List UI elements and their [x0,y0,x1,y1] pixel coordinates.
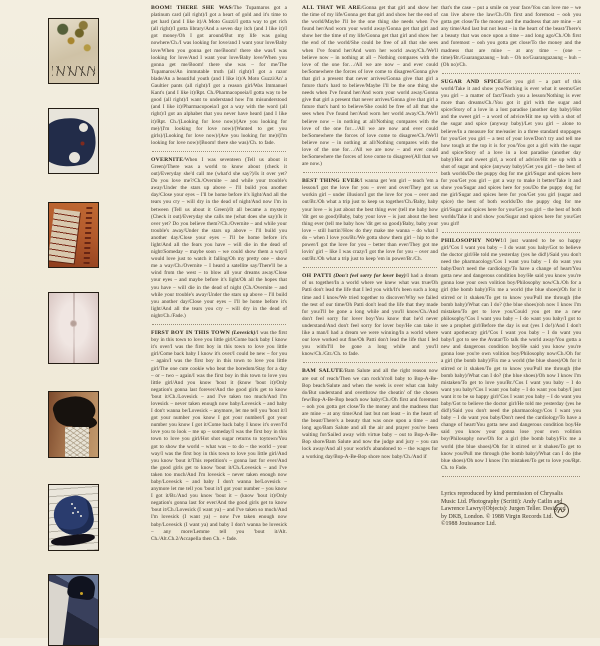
song-first-boy-in-this-town [151,330,287,543]
song-title: PHILOSOPHY NOW! [441,237,503,244]
photo-blue-boot-on-paper [48,484,99,551]
song-lyrics: /Get you girl – a part of this world/Take it and show you/Nothing is ever what it seems/Get you girl – a matter of fact/Teach you a lesson/Nothing is ever more than dreams/Ch./You got it girl with the sugar and spice/Story of a love in a lost paradise (another day baby)/Hot and the sweet girl – a word of advice/Hit me up with a shot of the sugar and spice (anyway baby)/Let you girl – alone to believe/In a measure for me/easier in a three standard stoppages for you/Get you girl – a test of your love/Don't try and tell me how tough at the top it is for you/You got a girl with the sugar and spice/Story of a love in a lost paradise (another day baby)/Hot and sweet girl, a word of advice/Hit me up with a shot of sugar and spice (anyway baby)/Get you girl – the best of both worlds/Do the puppy dog for me girl/Sugar and spices here for you/Get you girl – got a way to make it better/Take it and show you/Sugar and spices here for you/Do the puppy dog for me girl/Sugar and spices here for you/Get you girl (sugar and spice) the best of both worlds/Do the puppy dog for me girl/Sugar and spices here for you/Get you girl – the best of both worlds/Take it and show you/Sugar and spices here for you/Get you girl! [441,78,581,227]
song-title: OVERNITE [151,156,184,163]
section-divider [303,172,437,173]
song-best-thing-ever [302,178,438,263]
section-divider [442,232,580,233]
section-divider [152,324,286,325]
song-lyrics: /I was the first boy in this town to love you little girl/Come back baby I know it's over/I was the first boy in this town to love you little girl/Come back baby I know it's over/I could be new – for you – again/I was the first boy in this town to love you little girl/The one cute cookie who beat the boredom/Stay for a day – or – two – again/I was the first boy in this town to love you little girl/And you know 'bout it (know 'bout it)/Only negation's gonna last forever/And the good girls get to know 'bout it/Ch./Lovesick – and I've taken too much/And I'm lovesick – never taken enough now baby/Lovesick – and baby I don't wanna be/Lovesick – anymore, let me tell you 'bout it/I got your number you know I got your number/I got your number you know I got it/Come back baby I know it's over/I'd love you to look – me up – someday/I was the first boy in this town to love you girl/Hot shot sugar returns to toytown/You got to show the world – what was – to do – the world – your way/I was the first boy in this town to love you little girl/And you know 'bout it/This repetition's – gonna last for ever/And the good girls get to know 'bout it/Ch./Lovesick – and I've taken too much/And I'm lovesick – never taken enough now baby/Lovesick – and baby I don't wanna be/Lovesick – anymore let me tell you 'bout it/I got your number – you know I got it/Br./And you know 'bout it – (know 'bout it)/Only negation's gonna last for ever/And the good girls get to know 'bout it/Ch./Lovesick (I want ya) – and I've taken so much/And I'm lovesick (I want ya) – now I've taken enough now baby/Lovesick (I want ya) and baby I don't wanna be lovesick – any more/Lemme tell you 'bout it/Alt. Ch./Alt.Ch.2/Accapella then Ch. + fade. [151,330,287,542]
song-philosophy-now [441,238,581,472]
photo-laced-shoe [48,391,99,458]
photo-dark-collage-figure [48,574,99,646]
section-divider [152,151,286,152]
section-divider [303,267,437,268]
section-divider [303,362,437,363]
song-title: BOOM! THERE SHE WAS [151,5,232,11]
photo-navy-ink-blob [48,108,99,174]
song-lyrics: /I had a dream of us together/In a world where we knew what was true/Oh Patti don't lead the life that I led you with/It's been such a long time and I know/We tried together to discover/Why we failed the test of our time/Oh Patti don't lead the life that they made for you/I'll be gone a long while and you'll know/Ch./And don't feel sorry for lover boy/You know that he'd never understand/And don't feel sorry for lover boy/He can take it like a man/I had a dream we were winning/In a world where our love worked out fine/Oh Patti don't lead the life that I led you with/I'll be gone a long while and you'll know/Ch./Gtr./Ch. to fade. [302,273,438,358]
song-title: OH PATTI [302,273,332,280]
song-title: ALL THAT WE ARE [302,5,361,11]
song-title: SUGAR AND SPICE [441,78,502,85]
song-overnite [151,157,287,320]
lyrics-column-1 [151,0,287,638]
song-title: BEST THING EVER [302,178,360,185]
photo-collage-flowers [48,18,99,84]
section-divider [442,73,580,74]
song-title-note: (Don't feel sorry for lover boy) [331,273,406,280]
song-oh-patti [302,273,438,358]
section-divider [442,476,580,477]
photo-pale-fabric-button [48,292,99,364]
song-title: BAM SALUTE [302,368,344,375]
photo-rust-handwriting [48,202,99,268]
song-boom-there-she-was [151,5,287,147]
song-lyrics: /Gonna get that girl and show her the time of my life/Gonna get that girl and show her the end of the world/Maybe I'll be the one thing she needs when I've found her/And worn your world away/Gonna get that girl and show her the time of my life/Gonna get that girl and show her the end of the world/She could be free of all that she sees when I've found her/And worn her world away/Ch./We'll believe now – in nothing at all – Nothing compares with the love of the one for…/All we are now – and ever could be/Somewhere the forces of love come to disagree/Gonna give that girl a present that never arrives/Gonna give that girl a future that's hard to believe/Maybe I'll be the one thing she needs when I've found her/And worn your world away/Gonna give that girl a present that never arrives/Gonna give that girl a future that's hard to believe/She could be free of all that she sees when I've found her/And worn her world away/Ch./We'll believe now – in nothing at all/Nothing compares with the love of the one for…/All we are now and ever could be/Somewhere the forces of love come to disagree/Ch./We'll believe now – in nothing at all/Nothing compares with the love of the one for…/All we are now – and ever could be/Somewhere the forces of love come to disagree/(All that we are now.) [302,5,438,168]
song-lyrics: that's the case – put a smile on your face/You can love me – we can live above the law/Ch./Oh first and foremost – ooh you gotta get close/To the money and the madness that are mine – at any time/And last but not least – in the heart of the beast/There's a beauty that was once upon a time – and long ago/Ch./Oh first and foremost – ooh you gotta get close/To the money and the madness that are mine – at any time – (one – time)/Br./Guarangazaung – huh – Oh no/Guarangazaung – huh – (Oh no)/Ch. [441,5,581,68]
credits-text: Lyrics reproduced by kind permission of Chrysalis Music Ltd. Photography (Scritti): Andy Catlin and Lawrence Lawry/(Objects): Jurgen Teller. Designed by DKB, London. © 1988 Virgin Records Ltd. ©1988 Jouissance Ltd. [441,490,566,528]
song-all-that-we-are [302,5,438,168]
song-lyrics: /The Tupamaros got a platinum card (all right)/I got a heart of gold and it's time to get hard (and I like it)/A Moto Guzzi/I gotta way to get rich (all right)/I gotta library/And a seven day itch (and I like it)/I got money/Oh I got around/But my life was going nowhere/Ch./I was looking for love/and I want your love/Baby love/When you gonna get me/Boom! there she was/I was looking for love/And I want your love/Baby love/When you gonna get me/Boom! there she was – for me/The Tupamaros/An immutable truth (all right)/I got a razor blade/An a beautiful youth (and I like it)/A Moto Guzzi/An' a Gaultier pants (all right)/I got a reason girl/Was Immanuel Kant's (and I like it)/Rpt. Ch./Pharmacopoeia/I gotta way to be good (all right)/I want to understand how I'm misunderstood (and I like it)/Pharmacopoeia/I got a way with the word (all right)/I got an alphabet that you never have heard (and I like it)/Rpt. Ch./(Looking for love now)/(Are you looking for me)/(I'm looking for love now)/(Wanted to get you girls)/(Looking for love now)/(Are you looking for me)/(I'm looking for love now)/(Boom! there she was)/Ch. to fade. [151,5,287,146]
song-lyrics: /Bam Salute and all the right reason now are out of reach/Then we can rock'n'roll baby to Bop-A-Be-Bop beach/Salute and when the week is over what can baby do/But understand and overthrow the cheatin' of the chosen few/Bop-A-Be-Bop beach now baby/Ch./Oh first and foremost – ooh you gotta get close/To the money and the madness that are mine – at any time/And last but not least – in the heart of the beast/There's a beauty that was once upon a time – and long ago/Bam Salute and all the air and prayer you've been waiting for/Sailed away with virtue baby – out to Bop-A-Be-Bop shore/Bam Salute and now the judge and jury – you can lock away/And all your world's abandoned to – the wages for a working day/Bop-A-Be-Bop shore now baby/Ch./And if [302,368,438,460]
song-title: FIRST BOY IN THIS TOWN [151,330,230,337]
song-sugar-and-spice [441,79,581,228]
song-title-note: (Lovesick) [229,330,256,337]
lyrics-column-2 [302,0,438,638]
song-lyrics: /I just wanted to be so happy girl/'Cos I want you baby – I do want you baby/Got to believe the doctor girl/He told me yesterday (yes he did!)/Said you don't need the pharmacology/Cos I want you baby – I do want you baby/Don't need the cardiology/To have a change of heart/You gotta new and dangerous condition boy/He said you know you're gonna lose your own volition boy/Philosophy now/Ch./Oh for a girl (the bomb baby)/Fix me a world (the blue shoes)/Oh for it stirred or it shaken/To get to know you/Pull me through (the bomb baby)/What can I do? (the blue shoes)/oh now I know I'm mistaken/To get to love you/Could you get me a new philosophy/'Cos I want you baby – I do want you baby/I got to see a prophet girl/Before the day is out (yes I do!)/And I don't want apothecary girl/'Cos I want you baby – I do want you baby/I got to see the Avatar/To talk the world away/You gotta a new and dangerous condition boy/He said you know you're gonna lose you're own volition boy/Philosophy now/Ch./Oh for a girl (the bomb baby)/Fix me a world (the blue shoes)/Oh for it stirred or it shaken/To get to know you/Pull me through (the bomb baby)/What can I do? (the blue shoes)/Oh now I know I'm mistaken/To get to love you/Br./'Cos I want you baby – I do want you baby/'Cos I want you baby – I do want you baby/I just want it to be so happy girl/'Cos I want you baby – I do want you baby/Got to believe the doctor girl/He told me yesterday (yes he did!)/Said you don't need the pharmacology/Cos I want you baby – I do want you baby/Don't need the cardiology/To have a change of heart/You gotta new and dangerous condition boy/He said you know your gonna lose your own volition boy/Philosophy now/Oh for a girl (the bomb baby)/Fix me a world (the blue shoes)/Oh for it stirred or it shaken/To get to know you/Pull me through (the bomb baby)/What can I do (the blue shoes)/Oh now I know I'm mistaken/To get to love you/Rpt. Ch. to Fade. [441,237,581,471]
song-lyrics: /When I was seventeen (Tell us about it Green)/There was a world to know about (check it out)/Everyday she'd call me (what'd she say?)/Is it over yet? Do you love me?/Ch./Overnite – and while your trouble's away/Under the stars up above – I'll build you another day/Close your eyes – I'll be home before it's light/And all the tears you cry – will dry in the dead of night/And now I'm in between (Tell us about it Green)/It all became a mystery (Check it out)/Everyday she calls me (what does she say)/Is it over yet? Do you believe them?/Ch./Overnite – and while your trouble's away/Under the stars up above – I'll build you another day/Close your eyes – I'll be home before it's light/And all the fears you have – will die in the dead of night/Someday – maybe soon – we could show them a way/I would love just to watch it falling/Oh my pretty one – show me a way/Ch./Overnite – I heard a satellite say/There'll be a wind from the west – to blow all your dreams away/Close your eyes – and maybe before it's light/Oh all the hopes that you have – will die in the dead of night (Ch./Overnite – and while your trouble's away/Under the stars up above – I'll build you another day/Close your eyes – I'll be home before it's light/And all the tears you cry – will dry in the dead of night/Ch./Fade.) [151,156,287,319]
song-bam-salute [302,368,438,460]
song-lyrics: /I wanna get 'em girl – teach 'em a lesson/I got the love for you – over and over/They got us workin girl – under illusion/I got the love for you – over and out/Br./Oh what a trip just to keep us together/Ch./Baby, baby your love – is just about the best thing ever (tell me baby how 'dit get so good)/Baby, baby your love – is just about the best thing ever (tell me baby how 'dit get so good)/Baby, baby your love – still hurtin'/How do they make me wanna – do what I do – when I love you/Br./We gotta show them girl – hip to the power/I got the love for you – better than ever/They got me lovin' girl – like I was crazy/I got the love for you – over and out/Br./Oh what a trip just to keep 'em in power/Br./Ch. [302,178,438,263]
circular-stamp-icon [553,502,570,519]
song-bam-salute-continued [441,5,581,69]
lyrics-column-3 [441,0,581,638]
